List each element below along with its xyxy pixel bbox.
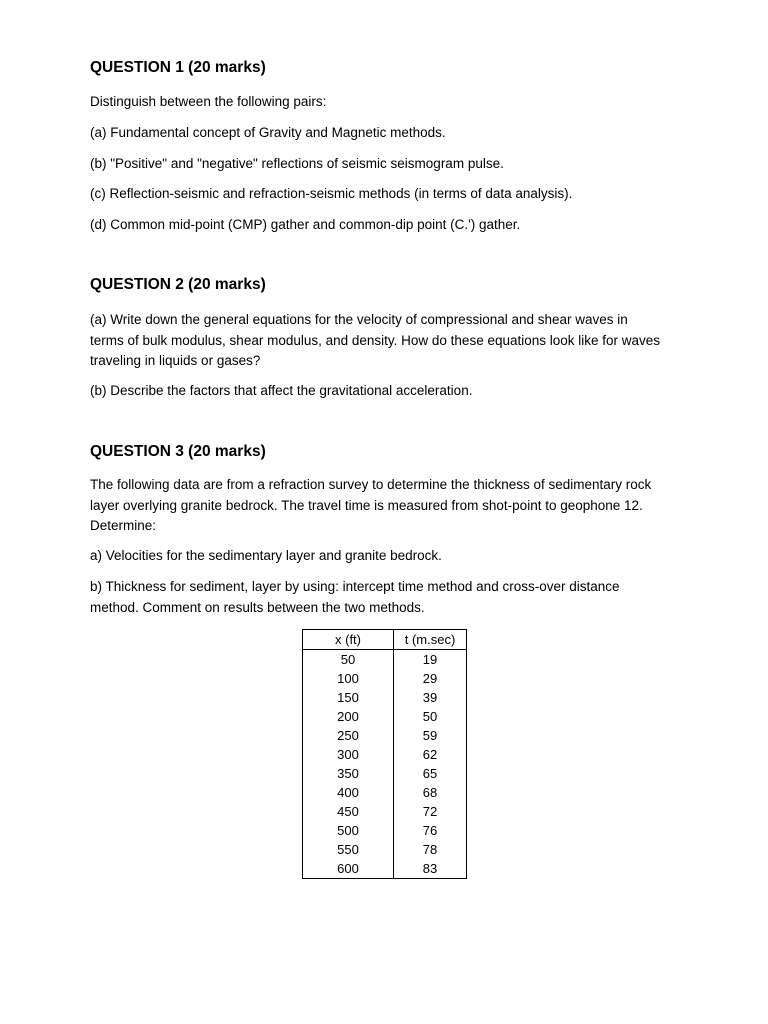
cell-x-ft: 450 bbox=[303, 802, 394, 821]
cell-x-ft: 550 bbox=[303, 840, 394, 859]
cell-t-msec: 78 bbox=[394, 840, 467, 859]
cell-t-msec: 59 bbox=[394, 726, 467, 745]
table-row bbox=[303, 688, 467, 707]
cell-x-ft: 350 bbox=[303, 764, 394, 783]
question-1-item-b: (b) "Positive" and "negative" reflections of seismic seismogram pulse. bbox=[90, 156, 504, 171]
question-3-intro-line: The following data are from a refraction survey to determine the thickness of sedimentary rock bbox=[90, 477, 652, 492]
cell-t-msec: 19 bbox=[394, 650, 467, 670]
cell-t-msec: 68 bbox=[394, 783, 467, 802]
question-3-part-b-line: b) Thickness for sediment, layer by using: intercept time method and cross-over distance bbox=[90, 579, 620, 594]
question-2-part-a-line: traveling in liquids or gases? bbox=[90, 353, 261, 368]
cell-x-ft: 600 bbox=[303, 859, 394, 879]
cell-t-msec: 62 bbox=[394, 745, 467, 764]
question-3-part-a: a) Velocities for the sedimentary layer and granite bedrock. bbox=[90, 548, 442, 563]
cell-x-ft: 400 bbox=[303, 783, 394, 802]
question-3-part-b bbox=[90, 577, 690, 618]
table-row bbox=[303, 821, 467, 840]
cell-t-msec: 83 bbox=[394, 859, 467, 879]
column-header-x: x (ft) bbox=[303, 630, 394, 650]
question-3-intro-line: layer overlying granite bedrock. The travel time is measured from shot-point to geophone 12. bbox=[90, 497, 643, 513]
cell-t-msec: 39 bbox=[394, 688, 467, 707]
cell-x-ft: 500 bbox=[303, 821, 394, 840]
cell-t-msec: 65 bbox=[394, 764, 467, 783]
table-row bbox=[303, 802, 467, 821]
cell-x-ft: 200 bbox=[303, 707, 394, 726]
table-row bbox=[303, 745, 467, 764]
cell-t-msec: 29 bbox=[394, 669, 467, 688]
table-row bbox=[303, 707, 467, 726]
table-row bbox=[303, 859, 467, 879]
table-header-row bbox=[303, 630, 467, 650]
cell-x-ft: 300 bbox=[303, 745, 394, 764]
cell-t-msec: 72 bbox=[394, 802, 467, 821]
question-2-part-a-line: (a) Write down the general equations for the velocity of compressional and shear waves in bbox=[90, 312, 628, 327]
column-header-t: t (m.sec) bbox=[394, 630, 467, 650]
cell-x-ft: 50 bbox=[303, 650, 394, 670]
question-1-item-a: (a) Fundamental concept of Gravity and Magnetic methods. bbox=[90, 125, 446, 140]
question-2-part-a-line: terms of bulk modulus, shear modulus, and density. How do these equations look like for waves bbox=[90, 332, 661, 348]
refraction-data-table bbox=[302, 629, 467, 879]
table-row bbox=[303, 764, 467, 783]
table-row bbox=[303, 783, 467, 802]
question-3-intro bbox=[90, 475, 690, 537]
table-row bbox=[303, 840, 467, 859]
question-3-heading: QUESTION 3 (20 marks) bbox=[90, 443, 266, 460]
question-3-part-b-line: method. Comment on results between the two methods. bbox=[90, 599, 425, 615]
cell-x-ft: 250 bbox=[303, 726, 394, 745]
cell-x-ft: 100 bbox=[303, 669, 394, 688]
table-row bbox=[303, 669, 467, 688]
question-1-item-c: (c) Reflection-seismic and refraction-seismic methods (in terms of data analysis). bbox=[90, 186, 573, 201]
table-body bbox=[303, 650, 467, 879]
table-row bbox=[303, 650, 467, 670]
question-2-part-b: (b) Describe the factors that affect the gravitational acceleration. bbox=[90, 383, 473, 398]
question-2-part-a bbox=[90, 310, 690, 372]
cell-x-ft: 150 bbox=[303, 688, 394, 707]
cell-t-msec: 76 bbox=[394, 821, 467, 840]
question-3-intro-line: Determine: bbox=[90, 518, 157, 533]
table-row bbox=[303, 726, 467, 745]
question-1-item-d: (d) Common mid-point (CMP) gather and common-dip point (C.') gather. bbox=[90, 217, 521, 232]
question-2-heading: QUESTION 2 (20 marks) bbox=[90, 276, 266, 293]
question-1-intro: Distinguish between the following pairs: bbox=[90, 94, 327, 109]
cell-t-msec: 50 bbox=[394, 707, 467, 726]
question-1-heading: QUESTION 1 (20 marks) bbox=[90, 59, 266, 76]
